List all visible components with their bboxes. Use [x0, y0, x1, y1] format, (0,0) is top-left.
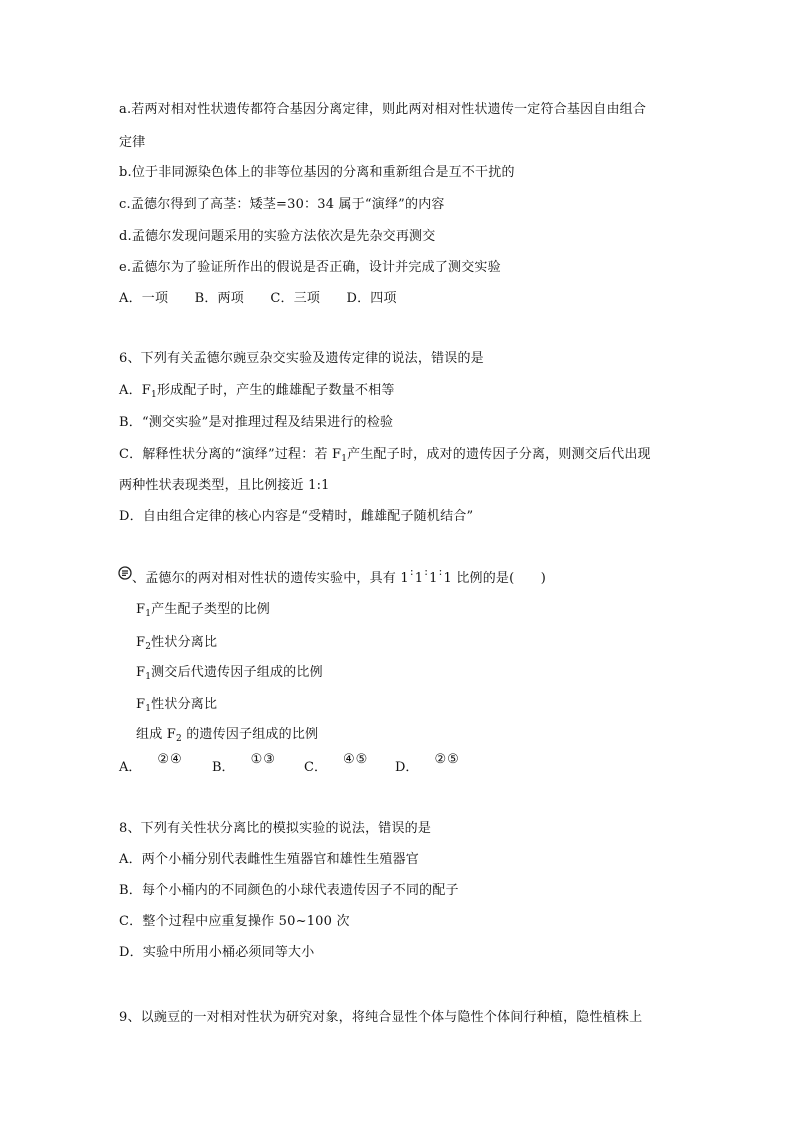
- q5-statement-e: e.孟德尔为了验证所作出的假说是否正确，设计并完成了测交实验: [119, 260, 501, 275]
- q9-stem: 9、以豌豆的一对相对性状为研究对象，将纯合显性个体与隐性个体间行种植，隐性植株上: [119, 1010, 643, 1025]
- q5-statement-c: c.孟德尔得到了高茎：矮茎=30：34 属于“演绎”的内容: [119, 197, 445, 212]
- q7-option-a: A．②④: [119, 752, 183, 775]
- q6-option-c-cont: 两种性状表现类型，且比例接近 1:1: [119, 478, 330, 493]
- q7-stem: 、孟德尔的两对相对性状的遗传实验中，具有 1:1:1:1 比例的是( ): [132, 565, 547, 586]
- q7-option-c: C．④⑤: [304, 752, 369, 775]
- q7-item-5: 组成 $F_2$ 的遗传因子组成的比例: [136, 727, 319, 744]
- q7-options: [119, 752, 539, 776]
- ratio-colons: :1:1:: [409, 565, 443, 586]
- q8-option-a: A．两个小桶分别代表雌性生殖器官和雄性生殖器官: [119, 852, 419, 867]
- q5-options: A．一项 B．两项 C．三项 D．四项: [119, 291, 397, 306]
- q7-item-1: $F_1$产生配子类型的比例: [136, 602, 270, 619]
- q5-statement-b: b.位于非同源染色体上的非等位基因的分离和重新组合是互不干扰的: [119, 165, 515, 180]
- q7-item-3: $F_1$测交后代遗传因子组成的比例: [136, 665, 323, 682]
- q7-option-d: D．②⑤: [395, 752, 460, 775]
- q8-option-d: D．实验中所用小桶必须同等大小: [119, 945, 315, 960]
- q5-statement-a-cont: 定律: [119, 135, 146, 150]
- q5-statement-a: a.若两对相对性状遗传都符合基因分离定律，则此两对相对性状遗传一定符合基因自由组合: [119, 102, 647, 117]
- q6-stem: 6、下列有关孟德尔豌豆杂交实验及遗传定律的说法，错误的是: [119, 351, 484, 366]
- q7-option-b: B．①③: [212, 752, 276, 775]
- q6-option-a: A．$F_1$形成配子时，产生的雌雄配子数量不相等: [119, 383, 395, 400]
- q7-item-2: $F_2$性状分离比: [136, 635, 218, 652]
- q5-statement-d: d.孟德尔发现问题采用的实验方法依次是先杂交再测交: [119, 229, 436, 244]
- q8-option-c: C．整个过程中应重复操作 50~100 次: [119, 914, 350, 929]
- q8-stem: 8、下列有关性状分离比的模拟实验的说法，错误的是: [119, 821, 432, 836]
- q6-option-b: B．“测交实验”是对推理过程及结果进行的检验: [119, 415, 394, 430]
- q6-option-d: D．自由组合定律的核心内容是“受精时，雌雄配子随机结合”: [119, 509, 474, 524]
- q6-option-c: C．解释性状分离的“演绎”过程：若 $F_1$产生配子时，成对的遗传因子分离，则测交后代出现: [119, 447, 651, 464]
- q8-option-b: B．每个小桶内的不同颜色的小球代表遗传因子不同的配子: [119, 883, 459, 898]
- q7-item-4: $F_1$性状分离比: [136, 697, 218, 714]
